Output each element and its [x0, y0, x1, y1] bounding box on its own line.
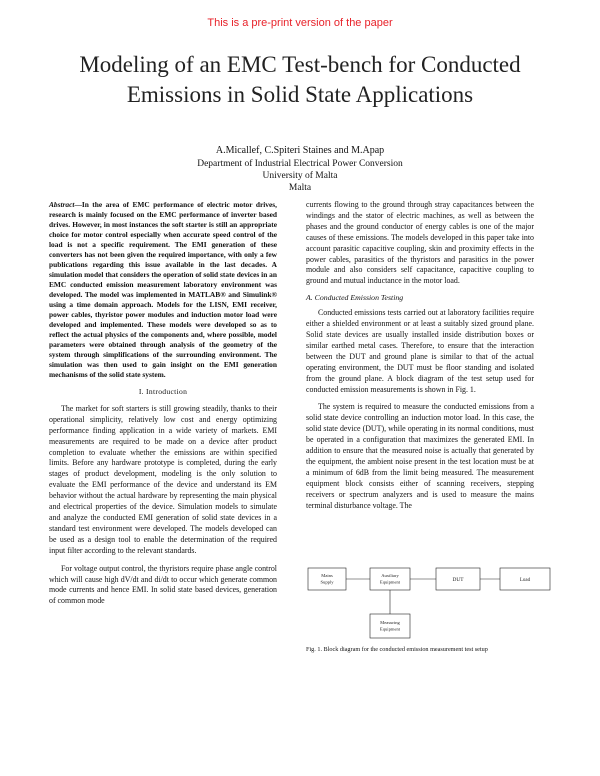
right-column: [306, 200, 534, 511]
subsection-heading-a: A. Conducted Emission Testing: [306, 293, 404, 303]
preprint-banner: This is a pre-print version of the paper: [207, 17, 393, 29]
right-paragraph-3: The system is required to measure the conducted emissions from a solid state device controlling an induction motor load. In this case, the solid state device (DUT), while operating in its normal conditions, must be operated in a configuration that maximizes the generated EMI. In addition to ensure that the measured noise is actually that generated by the equipment, the ambient noise present in the test location must be at a minimum of 6dB from the limit being measured. The measurement equipment block consists either of scanning receivers, stepping receivers or spectrum analyzers and is used to measure the mains terminal disturbance voltage. The: [306, 402, 534, 510]
load-label: Load: [519, 578, 531, 583]
author-block: [0, 145, 600, 194]
abstract-lead: Abstract: [49, 200, 75, 209]
title-line-2: Emissions in Solid State Applications: [126, 82, 474, 107]
paper-title: [40, 50, 560, 110]
department: Department of Industrial Electrical Power Conversion: [197, 159, 403, 169]
measuring-label-1: Measuring: [380, 620, 400, 625]
left-column: [49, 200, 277, 607]
block-diagram: [306, 566, 556, 642]
country: Malta: [288, 183, 312, 193]
abstract-body: —In the area of EMC performance of electric motor drives, research is mainly focused on the EMC performance of inverter based drives. However, in most instances the soft starter is still an appropriate choice for motor control especially when accurate speed control of the load is not a specific requirement. The EMI generation of these converters has not been given the required importance, with only a few publications regarding this issue available in the last decades. A simulation model that considers the operation of solid state devices in an EMC conducted emission measurement laboratory environment was developed. The model was implemented in MATLAB® and Simulink® using a time domain approach. Models for the LISN, EMI receiver, power cables, thyristor power modules and induction motor load were developed and implemented. These models were developed so as to reflect the actual physics of the components and, where possible, model parameters were obtained through analysis of the geometry of the system through simplifications of the surrounding environment. The simulation was then used to gain insight on the EMI generation mechanisms of the solid state system.: [49, 200, 277, 379]
section-heading-introduction: I. Introduction: [138, 387, 188, 396]
right-paragraph-1: currents flowing to the ground through stray capacitances between the windings and the stator of electric machines, as well as between the phases and the ground conductor of energy cables is one of the major causes of these emissions. The models developed in this paper take into account parasitic capacitive coupling, skin and proximity effects in the power cables, parasitics of the thyristors and parasitics in the power module and also considers self capacitance, capacitive coupling to ground and mutual inductance in the motor load.: [306, 200, 534, 286]
author-names: A.Micallef, C.Spiteri Staines and M.Apap: [215, 145, 385, 156]
mains-label-2: Supply: [320, 579, 334, 585]
mains-label-1: Mains: [321, 573, 333, 578]
measuring-label-2: Equipment: [379, 626, 401, 632]
aux-label-2: Equipment: [379, 579, 401, 585]
right-paragraph-2: Conducted emissions tests carried out at laboratory facilities require either a shielded environment or at least a suitably sized ground plane. Solid state devices are usually installed inside distribution boxes or similar earthed metal cases. Therefore, to ensure that the interaction between the DUT and ground plane is similar to that of the actual operating environment, the DUT must be floor standing and isolated from the ground plane. A block diagram of the test setup used for conducted emission measurements is shown in Fig. 1.: [306, 308, 534, 394]
aux-label-1: Auxiliary: [381, 573, 399, 578]
dut-label: DUT: [452, 577, 464, 583]
intro-paragraph-2: For voltage output control, the thyristors require phase angle control which will cause high dV/dt and di/dt to occur which generate common mode currents and hence EMI. In solid state based devices, generation of common mode: [49, 563, 277, 606]
intro-paragraph-1: The market for soft starters is still growing steadily, thanks to their operational simplicity, relatively low cost and energy optimizing performance finding application in a wide variety of markets. EMI measurements are required to be made on a device after product completion to evaluate whether the emissions are within specified limits. Before any hardware prototype is completed, during the early stages of product development, modeling is the only solution to evaluate the EMI performance of the device and understand its EM behavior without the actual hardware by representing the main physical and electrical properties of the device. Simulation models to simulate and analyze the conducted EMI generation of solid state devices in a standard test environment were developed. The models developed can be used as a design tool to enable the determination of the required input filter according to the relevant standards.: [49, 403, 277, 555]
university: University of Malta: [262, 171, 338, 181]
title-line-1: Modeling of an EMC Test-bench for Conducted: [79, 52, 521, 77]
abstract: [49, 200, 277, 380]
block-diagram-figure: [306, 566, 556, 642]
figure-caption: Fig. 1. Block diagram for the conducted emission measurement test setup: [306, 646, 488, 653]
